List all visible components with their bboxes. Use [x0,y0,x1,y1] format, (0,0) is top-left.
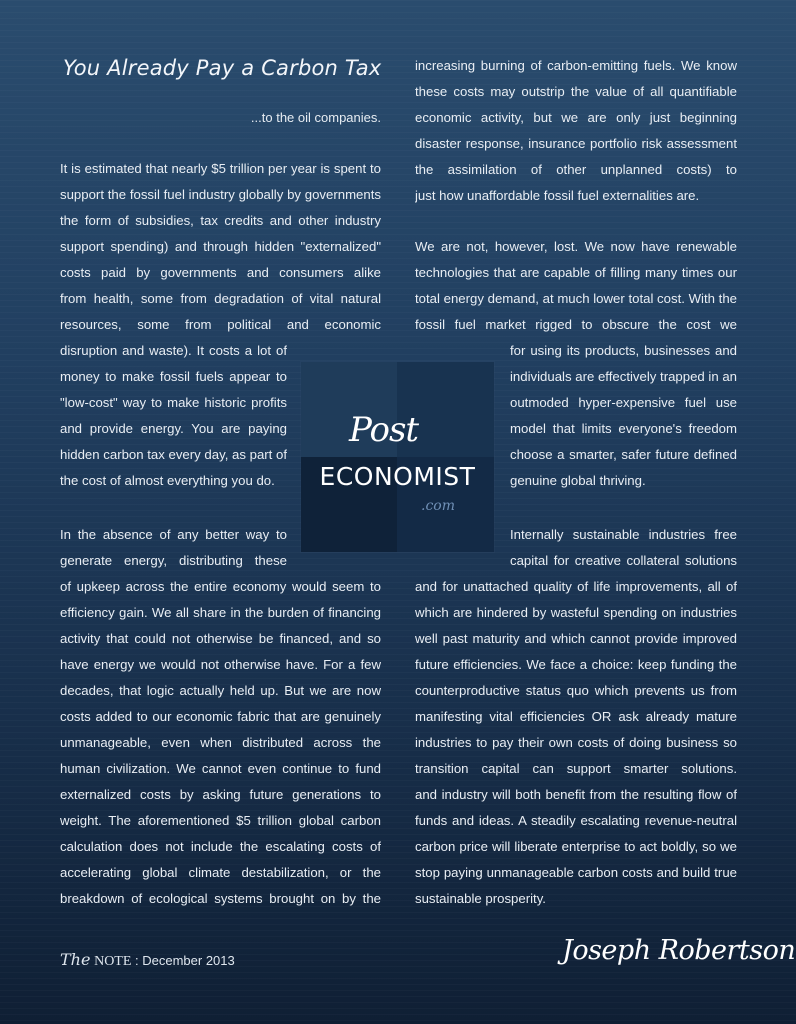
text-line: which are hindered by wasteful spending on industries [415,605,737,620]
logo-wordmark: ECONOMIST [319,462,476,491]
text-line: and for unattached quality of life improvements, all of [415,579,737,594]
text-line: decades, that logic actually held up. But we are now [60,683,381,698]
text-line: weight. The aforementioned $5 trillion global carbon [60,813,381,828]
column2-paragraph3 [415,574,737,912]
text-line: disruption and waste). It costs a lot of [60,343,287,358]
text-line: unmanageable, even when distributed across the [60,735,381,750]
footer-date: December 2013 [142,953,235,968]
text-line: "low-cost" way to make historic profits [60,395,287,410]
footer-note-label: NOTE [94,954,132,969]
text-line: breakdown of ecological systems brought on by the [60,891,381,906]
column1-paragraph2 [60,574,381,912]
text-line: disaster response, insurance portfolio risk assessment [415,136,737,151]
article-title: You Already Pay a Carbon Tax [63,56,382,80]
text-line: generate energy, distributing these [60,553,287,568]
text-line: In the absence of any better way to [60,527,287,542]
text-line: money to make fossil fuels appear to [60,369,287,384]
text-line: fossil fuel market rigged to obscure the cost we [415,317,737,332]
text-line: human civilization. We cannot even continue to fund [60,761,381,776]
column2-paragraph2 [415,234,737,338]
text-line: model that limits everyone's freedom [510,421,737,436]
column1-paragraph1 [60,156,381,338]
article-subtitle: ...to the oil companies. [250,110,381,125]
text-line: capital for creative collateral solutions [510,553,737,568]
text-line: externalized costs by asking future generations to [60,787,381,802]
text-line: total energy demand, at much lower total cost. With the [415,291,737,306]
author-signature: Joseph Robertson [562,935,796,966]
column1-paragraph2-narrow [60,522,287,574]
text-line: costs added to our economic fabric that are genuinely [60,709,381,724]
text-line: transition capital can support smarter solutions. [415,761,737,776]
text-line: outmoded hyper-expensive fuel use [510,395,737,410]
text-line: from health, some from degradation of vital natural [60,291,381,306]
text-line: genuine global thriving. [510,473,646,488]
text-line: calculation does not include the escalating costs of [60,839,381,854]
footer-note [60,950,235,970]
text-line: and provide energy. You are paying [60,421,287,436]
text-line: counterproductive status quo which prevents us from [415,683,737,698]
footer-separator: : [131,953,143,968]
text-line: well past maturity and which cannot provide improved [415,631,737,646]
column1-paragraph1-narrow [60,338,287,494]
text-line: and industry will both benefit from the resulting flow of [415,787,737,802]
footer-the: The [60,950,91,969]
text-line: economic activity, but we are only just beginning [415,110,737,125]
text-line: We are not, however, lost. We now have renewable [415,239,737,254]
column2-paragraph3-narrow [510,522,737,574]
text-line: sustainable prosperity. [415,891,546,906]
text-line: manifesting vital efficiencies OR ask already mature [415,709,737,724]
text-line: of upkeep across the entire economy would seem to [60,579,381,594]
column2-paragraph1 [415,53,737,209]
text-line: individuals are effectively trapped in an [510,369,737,384]
text-line: the form of subsidies, tax credits and other industry [60,213,381,228]
text-line: industries to pay their own costs of doing business so [415,735,737,750]
logo-script-text: Post [349,410,419,450]
text-line: funds and ideas. A steadily escalating revenue-neutral [415,813,737,828]
column2-paragraph2-narrow [510,338,737,494]
text-line: support spending) and through hidden "externalized" [60,239,381,254]
text-line: technologies that are capable of filling many times our [415,265,737,280]
logo-domain: .com [421,498,455,514]
text-line: costs paid by governments and consumers alike [60,265,381,280]
text-line: efficiency gain. We all share in the burden of financing [60,605,381,620]
text-line: hidden carbon tax every day, as part of [60,447,287,462]
text-line: for using its products, businesses and [510,343,737,358]
text-line: accelerating global climate destabilization, or the [60,865,381,880]
text-line: future efficiencies. We face a choice: keep funding the [415,657,737,672]
text-line: increasing burning of carbon-emitting fuels. We know [415,58,737,73]
text-line: It is estimated that nearly $5 trillion per year is spent to [60,161,381,176]
text-line: the cost of almost everything you do. [60,473,275,488]
text-line: carbon price will liberate enterprise to act boldly, so we [415,839,737,854]
text-line: the assimilation of other unplanned costs) to [415,162,737,177]
text-line: activity that could not otherwise be financed, and so [60,631,381,646]
text-line: these costs may outstrip the value of all quantifiable [415,84,737,99]
text-line: resources, some from political and economic [60,317,381,332]
text-line: have energy we would not otherwise have. For a few [60,657,381,672]
text-line: just how unaffordable fossil fuel externalities are. [415,188,700,203]
text-line: support the fossil fuel industry globally by governments [60,187,381,202]
text-line: Internally sustainable industries free [510,527,737,542]
text-line: stop paying unmanageable carbon costs and build true [415,865,737,880]
text-line: choose a smarter, safer future defined [510,447,737,462]
post-economist-logo [301,362,494,552]
